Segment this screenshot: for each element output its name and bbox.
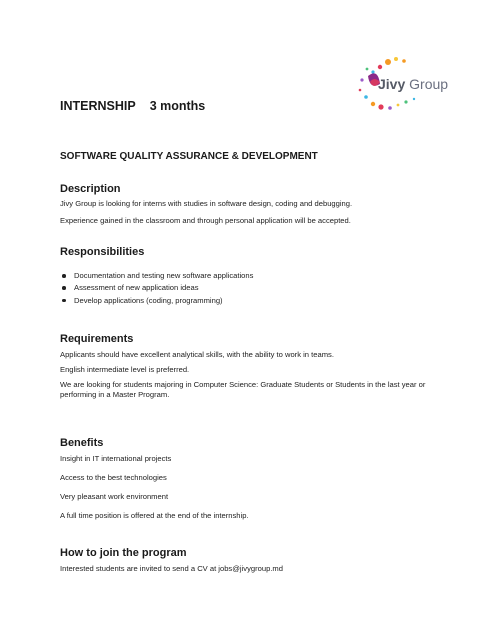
join-heading: How to join the program <box>60 547 187 559</box>
requirements-paragraph-1: Applicants should have excellent analytical skills, with the ability to work in teams. <box>60 350 334 359</box>
benefits-paragraph-3: Very pleasant work environment <box>60 492 169 501</box>
logo-brand-text: Jivy <box>378 76 406 92</box>
title-duration: 3 months <box>149 99 206 113</box>
responsibilities-heading: Responsibilities <box>60 246 145 258</box>
requirements-paragraph-2: English intermediate level is preferred. <box>60 365 190 374</box>
list-item <box>60 295 253 307</box>
join-paragraph-1: Interested students are invited to send a CV at jobs@jivygroup.md <box>60 564 283 573</box>
list-item-text: Documentation and testing new software applications <box>74 271 254 280</box>
requirements-paragraph-3: We are looking for students majoring in Computer Science: Graduate Students or Students in the last year or performing in a Master Program. <box>60 380 426 399</box>
logo-wordmark <box>378 76 448 92</box>
benefits-heading: Benefits <box>60 437 104 449</box>
responsibilities-list <box>60 270 253 307</box>
list-item-text: Assessment of new application ideas <box>74 283 199 293</box>
list-item-text: Develop applications (coding, programming) <box>74 295 223 305</box>
benefits-paragraph-2: Access to the best technologies <box>60 473 167 482</box>
benefits-paragraph-4: A full time position is offered at the end of the internship. <box>60 511 249 520</box>
logo-suffix-text: Group <box>409 76 449 92</box>
list-item <box>60 282 253 294</box>
page-title <box>60 99 205 113</box>
position-title: SOFTWARE QUALITY ASSURANCE & DEVELOPMENT <box>60 151 318 162</box>
description-paragraph-1: Jivy Group is looking for interns with studies in software design, coding and debugging. <box>60 199 353 208</box>
benefits-paragraph-1: Insight in IT international projects <box>60 454 172 463</box>
requirements-heading: Requirements <box>60 333 134 345</box>
list-item <box>60 270 253 282</box>
description-paragraph-2: Experience gained in the classroom and through personal application will be accepted. <box>60 216 351 225</box>
description-heading: Description <box>60 183 121 195</box>
title-label: INTERNSHIP <box>60 99 136 113</box>
